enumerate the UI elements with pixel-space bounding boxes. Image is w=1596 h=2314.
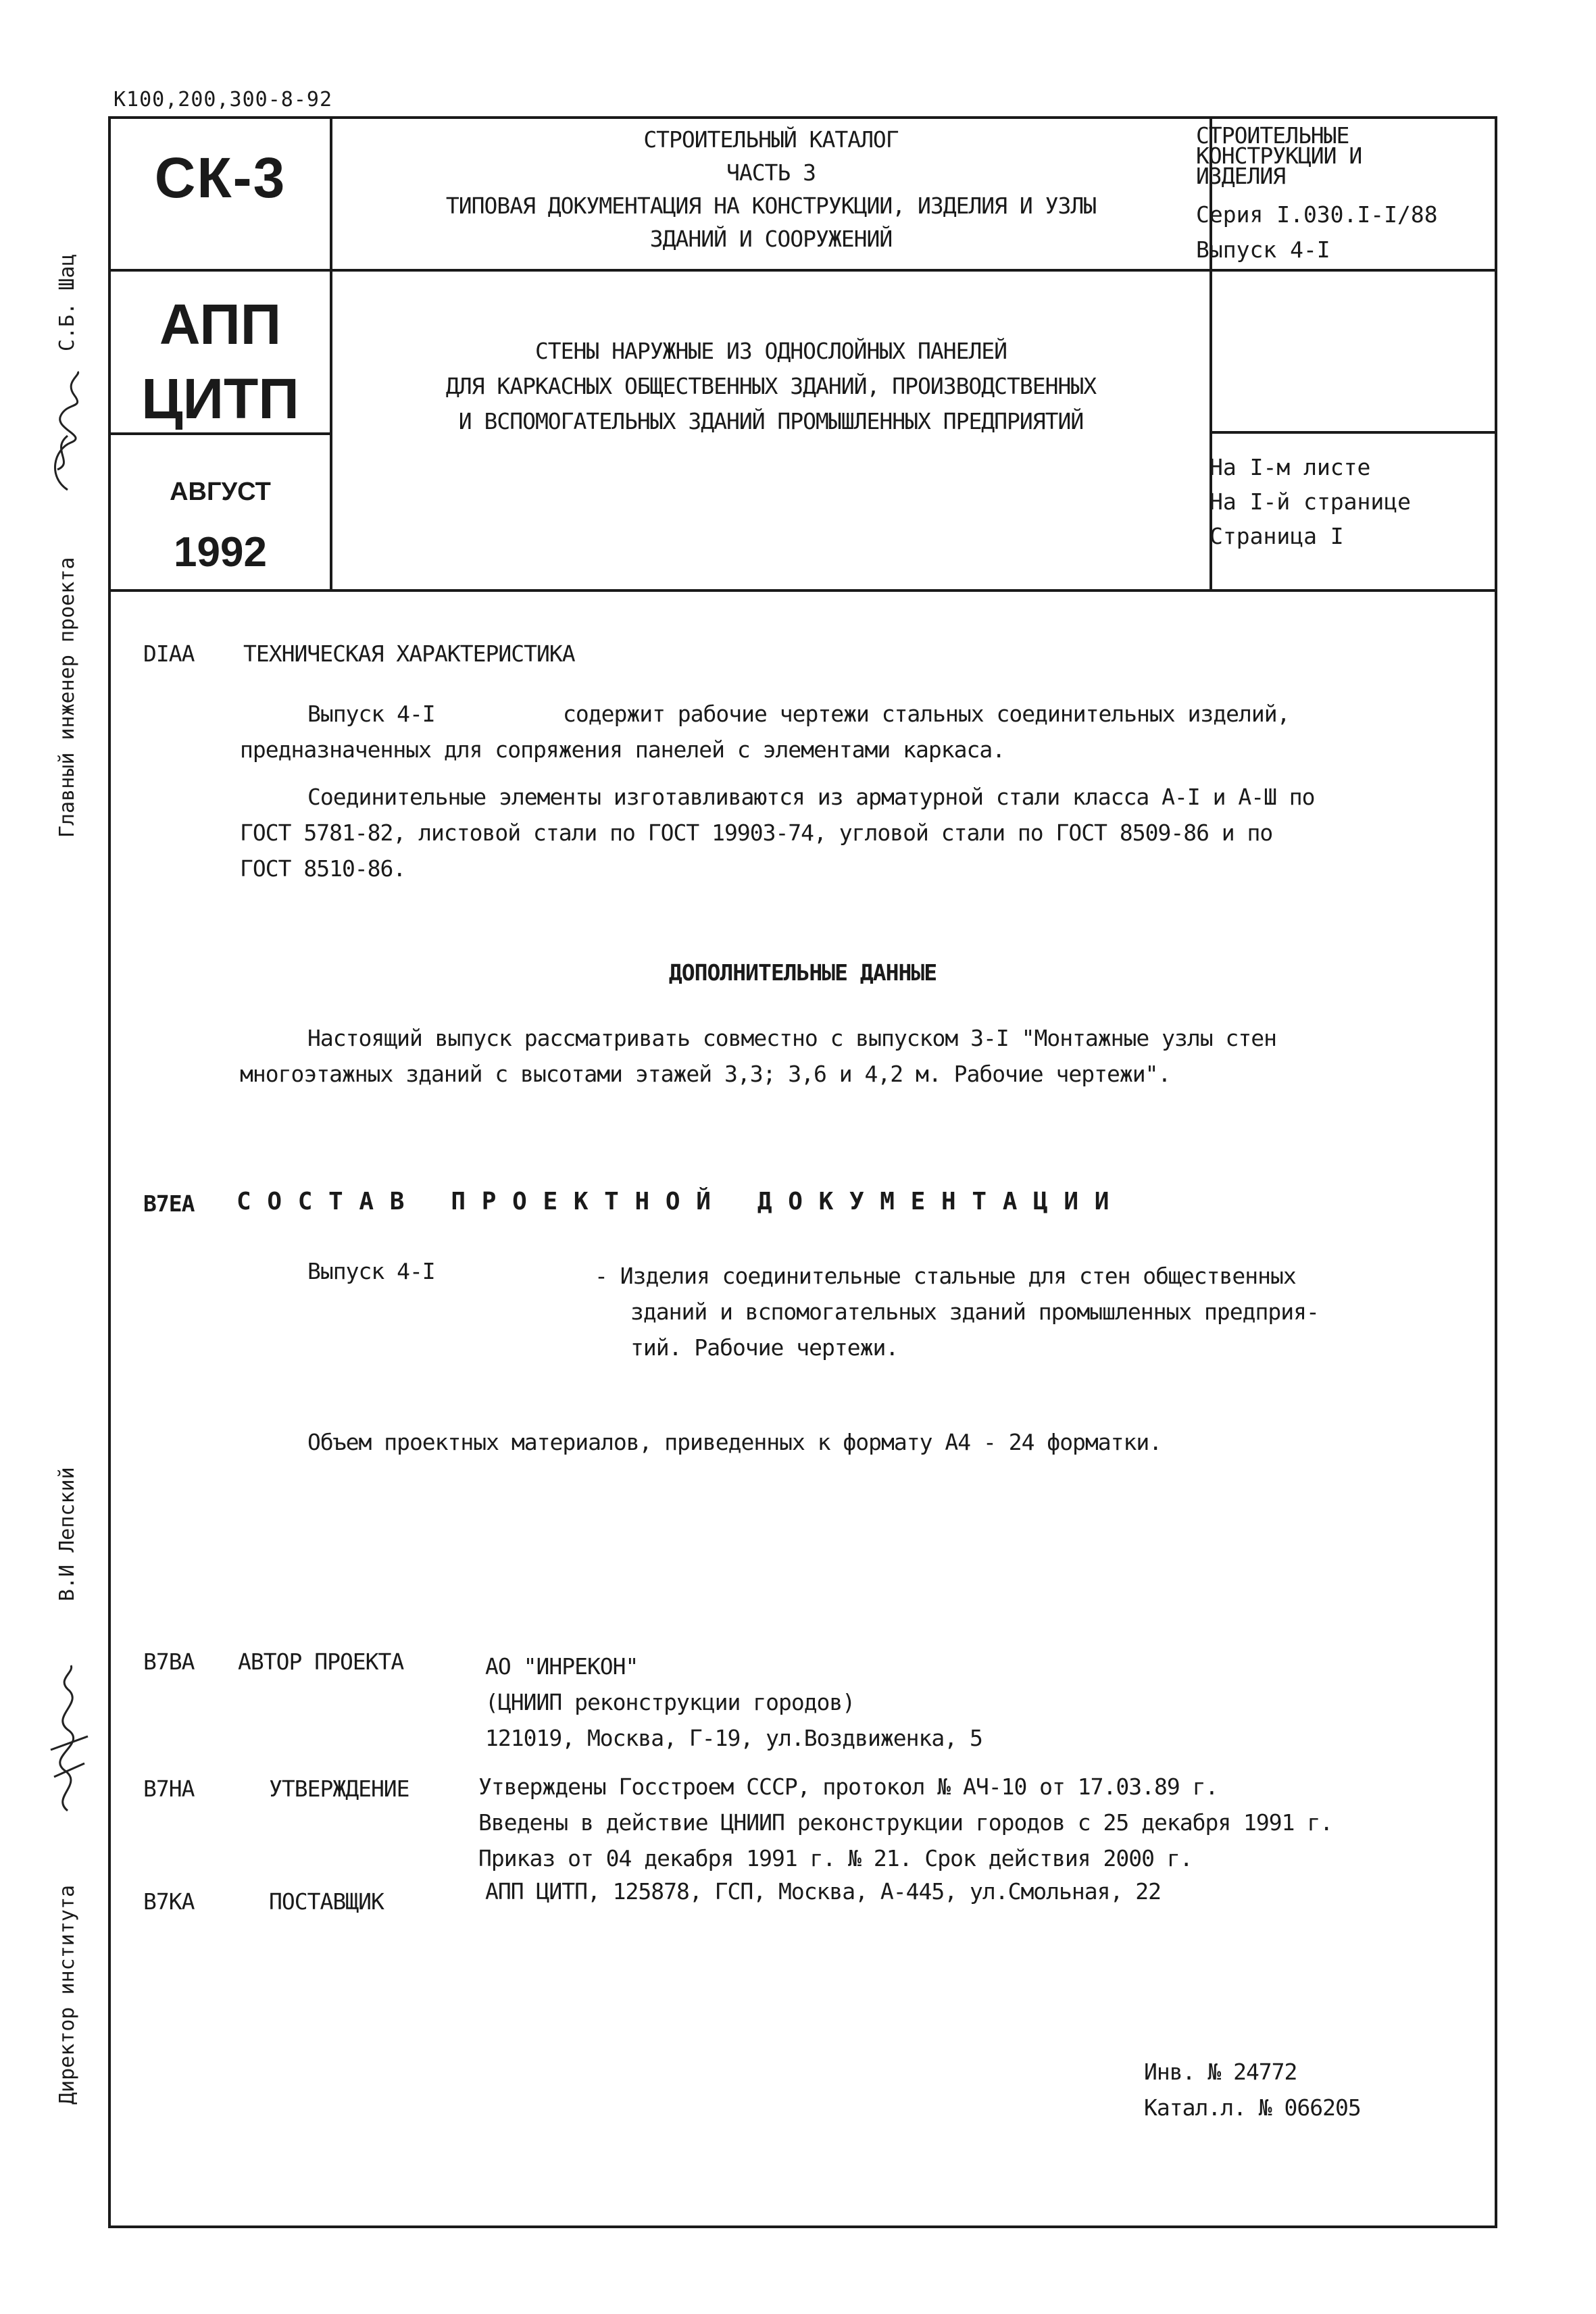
section-title: [1196, 122, 1480, 189]
director-name: В.И Лепский: [55, 1467, 79, 1601]
tech-materials-line: ГОСТ 5781-82, листовой стали по ГОСТ 19903-74, угловой стали по ГОСТ 8509-86 и по: [240, 820, 1273, 846]
chief-engineer-signature: [41, 368, 95, 497]
composition-volume: Объем проектных материалов, приведенных к формату А4 - 24 форматки.: [307, 1429, 1162, 1455]
issue-month: АВГУСТ: [170, 478, 271, 506]
composition-desc-line: тий. Рабочие чертежи.: [630, 1334, 899, 1361]
chief-engineer-label: Главный инженер проекта: [55, 557, 79, 838]
subject-line: СТЕНЫ НАРУЖНЫЕ ИЗ ОДНОСЛОЙНЫХ ПАНЕЛЕЙ: [534, 338, 1007, 364]
inventory-block: [1144, 2054, 1361, 2126]
author-code: В7ВА: [143, 1649, 195, 1675]
approval-info: [478, 1769, 1332, 1876]
author-org-full: (ЦНИИП реконструкции городов): [485, 1689, 855, 1715]
extra-line: Настоящий выпуск рассматривать совместно с выпуском 3-I "Монтажные узлы стен: [307, 1025, 1276, 1051]
author-org: АО "ИНРЕКОН": [485, 1653, 639, 1680]
approval-code: В7НА: [143, 1776, 195, 1802]
tech-materials-line: Соединительные элементы изготавливаются из арматурной стали класса А-I и А-Ш по: [307, 784, 1315, 810]
director-label: Директор института: [55, 1884, 79, 2105]
org-name: [111, 287, 330, 436]
subject-line: И ВСПОМОГАТЕЛЬНЫХ ЗДАНИЙ ПРОМЫШЛЕННЫХ ПРЕДПРИЯТИЙ: [458, 408, 1084, 434]
supplier-info: АПП ЦИТП, 125878, ГСП, Москва, А-445, ул.Смольная, 22: [485, 1878, 1161, 1905]
composition-title: С О С Т А В П Р О Е К Т Н О Й Д О К У М Е Н Т А Ц И И: [236, 1188, 1110, 1215]
chief-engineer-name: С.Б. Шац: [55, 253, 79, 351]
tech-materials: [240, 779, 1315, 886]
composition-code: В7ЕА: [143, 1190, 195, 1217]
header-hline-bottom: [108, 589, 1497, 592]
sheet-count: На I-м листе: [1210, 454, 1371, 480]
catalog-title: [332, 123, 1210, 255]
catalog-title-line: СТРОИТЕЛЬНЫЙ КАТАЛОГ: [643, 126, 899, 153]
catalog-title-line: ТИПОВАЯ ДОКУМЕНТАЦИЯ НА КОНСТРУКЦИИ, ИЗДЕЛИЯ И УЗЛЫ: [445, 193, 1097, 219]
org-name-line: АПП: [159, 293, 282, 356]
supplier-label: ПОСТАВЩИК: [269, 1888, 384, 1915]
tech-issue-label: Выпуск 4-I: [307, 701, 435, 727]
tech-materials-line: ГОСТ 8510-86.: [240, 855, 406, 882]
director-signature: [37, 1662, 98, 1817]
subject-title: [332, 334, 1210, 439]
catalog-sheet-number: Катал.л. № 066205: [1144, 2094, 1361, 2121]
page-count: На I-й странице: [1210, 488, 1412, 515]
page-number: Страница I: [1210, 523, 1344, 549]
inventory-number: Инв. № 24772: [1144, 2059, 1297, 2085]
header-hline-right: [1210, 431, 1497, 434]
composition-issue: Выпуск 4-I: [307, 1258, 435, 1284]
approval-line: Введены в действие ЦНИИП реконструкции городов с 25 декабря 1991 г.: [478, 1809, 1333, 1836]
org-name-line: ЦИТП: [141, 367, 299, 430]
catalog-code: СК-3: [154, 146, 286, 209]
section-line: СТРОИТЕЛЬНЫЕ: [1196, 122, 1349, 149]
author-info: [485, 1649, 982, 1756]
header-hline-1: [108, 269, 1497, 272]
document-code: К100,200,300-8-92: [114, 88, 333, 111]
sheet-info: [1210, 450, 1411, 553]
issue-year: 1992: [174, 529, 267, 576]
subject-line: ДЛЯ КАРКАСНЫХ ОБЩЕСТВЕННЫХ ЗДАНИЙ, ПРОИЗВОДСТВЕННЫХ: [445, 373, 1097, 399]
author-address: 121019, Москва, Г-19, ул.Воздвиженка, 5: [485, 1725, 982, 1751]
extra-text: [240, 1020, 1276, 1092]
approval-line: Утверждены Госстроем СССР, протокол № АЧ-10 от 17.03.89 г.: [478, 1774, 1218, 1800]
composition-desc-line: - Изделия соединительные стальные для стен общественных: [595, 1263, 1296, 1289]
approval-label: УТВЕРЖДЕНИЕ: [269, 1776, 409, 1802]
supplier-code: В7КА: [143, 1888, 195, 1915]
author-label: АВТОР ПРОЕКТА: [238, 1649, 404, 1675]
issue-number: Выпуск 4-I: [1196, 236, 1330, 263]
composition-desc-line: зданий и вспомогательных зданий промышленных предприя-: [630, 1299, 1319, 1325]
catalog-part: ЧАСТЬ 3: [726, 159, 816, 186]
series-number: Серия I.030.I-I/88: [1196, 201, 1438, 228]
extra-title: ДОПОЛНИТЕЛЬНЫЕ ДАННЫЕ: [668, 959, 937, 986]
tech-issue-desc-2: предназначенных для сопряжения панелей с элементами каркаса.: [240, 736, 1005, 763]
tech-issue-desc: содержит рабочие чертежи стальных соединительных изделий,: [563, 701, 1290, 727]
catalog-title-line: ЗДАНИЙ И СООРУЖЕНИЙ: [649, 226, 893, 252]
composition-issue-desc: [595, 1258, 1319, 1365]
section-code: DIAA: [143, 640, 195, 667]
extra-line: многоэтажных зданий с высотами этажей 3,3; 3,6 и 4,2 м. Рабочие чертежи".: [240, 1061, 1171, 1087]
section-line: КОНСТРУКЦИИ И: [1196, 143, 1362, 169]
section-line: ИЗДЕЛИЯ: [1196, 163, 1286, 189]
approval-line: Приказ от 04 декабря 1991 г. № 21. Срок действия 2000 г.: [478, 1845, 1193, 1871]
tech-title: ТЕХНИЧЕСКАЯ ХАРАКТЕРИСТИКА: [243, 640, 575, 667]
